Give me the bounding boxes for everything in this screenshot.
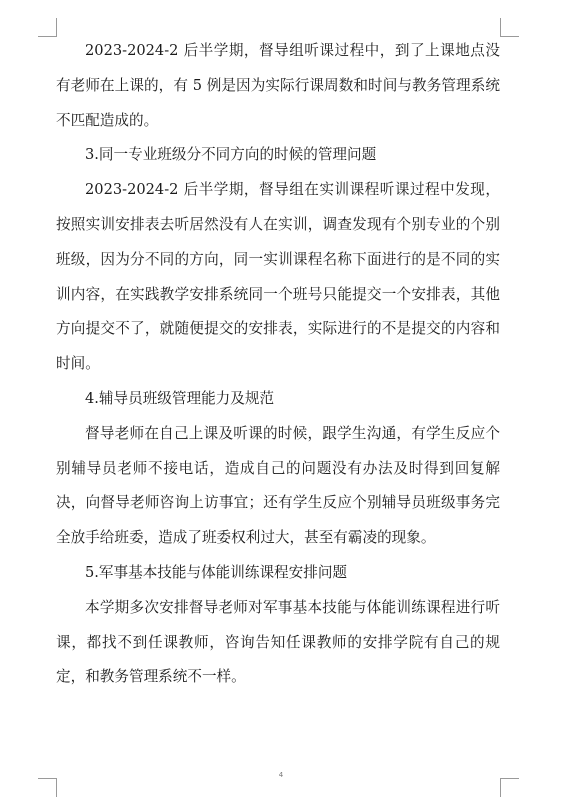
crop-mark-bottom-left [38,778,57,797]
section-heading-3: 3.同一专业班级分不同方向的时候的管理问题 [85,146,377,164]
section-heading-4: 4.辅导员班级管理能力及规范 [85,389,275,407]
document-body [56,34,500,695]
paragraph-counselor-management: 督导老师在自己上课及听课的时候，跟学生沟通，有学生反应个别辅导员老师不接电话，造成自己的问题没有办法及时得到回复解决，向督导老师咨询上访事宜；还有学生反应个别辅导员班级事务完全放手给班委，造成了班委权利过大，甚至有霸凌的现象。 [56,424,500,547]
paragraph-practical-training: 2023-2024-2 后半学期，督导组在实训课程听课过程中发现，按照实训安排表去听居然没有人在实训，调查发现有个别专业的个别班级，因为分不同的方向，同一实训课程名称下面进行的是不同的实训内容，在实践教学安排系统同一个班号只能提交一个安排表，其他方向提交不了，就随便提交的安排表，实际进行的不是提交的内容和时间。 [56,181,500,373]
page-number: 4 [278,771,284,779]
crop-mark-bottom-right [500,778,519,797]
section-heading-5: 5.军事基本技能与体能训练课程安排问题 [85,563,348,581]
crop-mark-top-left [38,18,57,37]
paragraph-military-training: 本学期多次安排督导老师对军事基本技能与体能训练课程进行听课，都找不到任课教师，咨询告知任课教师的安排学院有自己的规定，和教务管理系统不一样。 [56,598,500,686]
paragraph-schedule-mismatch: 2023-2024-2 后半学期，督导组听课过程中，到了上课地点没有老师在上课的，有 5 例是因为实际行课周数和时间与教务管理系统不匹配造成的。 [56,42,500,129]
crop-mark-top-right [500,18,519,37]
